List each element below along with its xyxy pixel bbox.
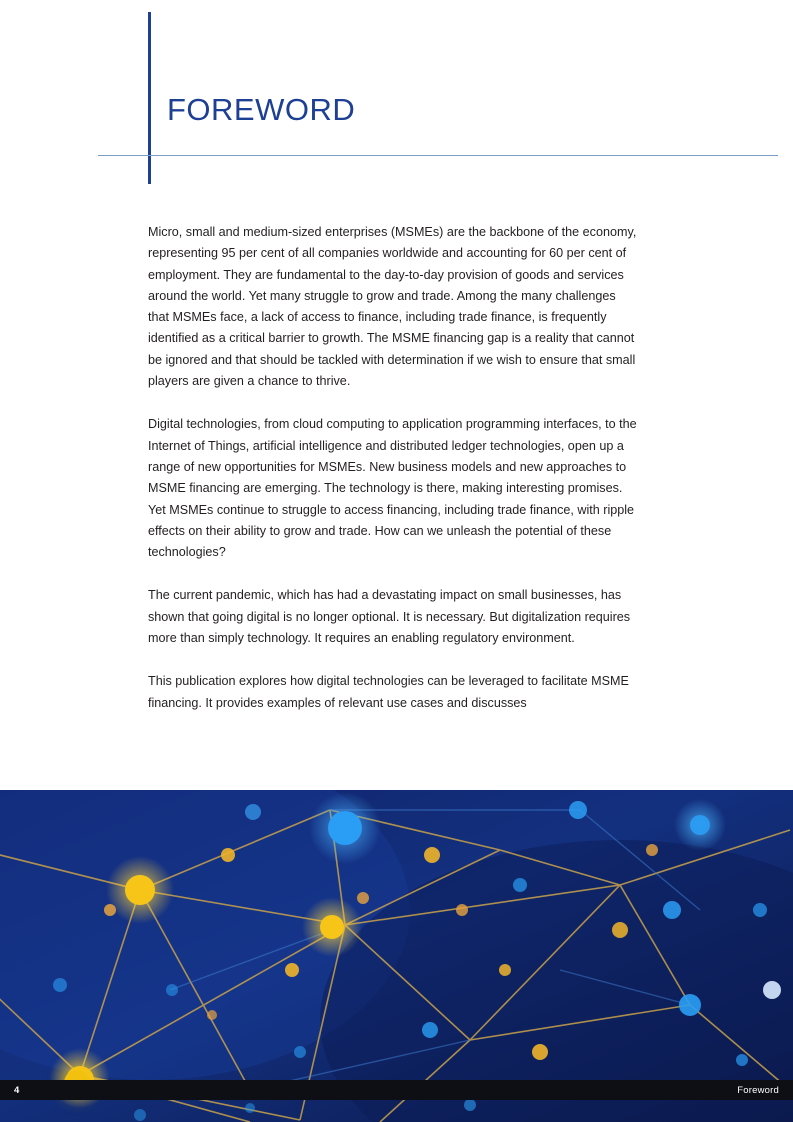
paragraph-2: Digital technologies, from cloud computing to application programming interfaces, to the Internet of Things, artificial intelligence and distributed ledger technologies, open up a range of new opportunities for MSMEs. New business models and new approaches to MSME financing are emerging. The technology is there, making interesting promises. Yet MSMEs continue to struggle to access financing, including trade finance, with ripple effects on their ability to grow and trade. How can we unleash the potential of these technologies?: [148, 417, 637, 560]
footer-section-label: Foreword: [737, 1084, 779, 1096]
footer-page-number: 4: [14, 1084, 20, 1096]
page-footer: [0, 1080, 793, 1100]
page-title: FOREWORD: [167, 92, 356, 127]
paragraph-3: The current pandemic, which has had a devastating impact on small businesses, has shown that going digital is no longer optional. It is necessary. But digitalization requires more than simply technology. It requires an enabling regulatory environment.: [148, 588, 631, 646]
body-text-column: [148, 222, 640, 736]
network-nodes-illustration: [0, 790, 793, 1122]
paragraph-1: Micro, small and medium-sized enterprises (MSMEs) are the backbone of the economy, representing 95 per cent of all companies worldwide and accounting for 60 per cent of employment. They are fundamental to the day-to-day provision of goods and services around the world. Yet many struggle to grow and trade. Among the many challenges that MSMEs face, a lack of access to finance, including trade finance, is frequently identified as a critical barrier to growth. The MSME financing gap is a reality that cannot be ignored and that should be tackled with determination if we wish to ensure that small players are given a chance to thrive.: [148, 225, 637, 389]
paragraph-4: This publication explores how digital technologies can be leveraged to facilitate MSME financing. It provides examples of relevant use cases and discusses: [148, 674, 629, 710]
title-horizontal-rule: [98, 155, 778, 156]
title-vertical-rule: [148, 12, 151, 184]
